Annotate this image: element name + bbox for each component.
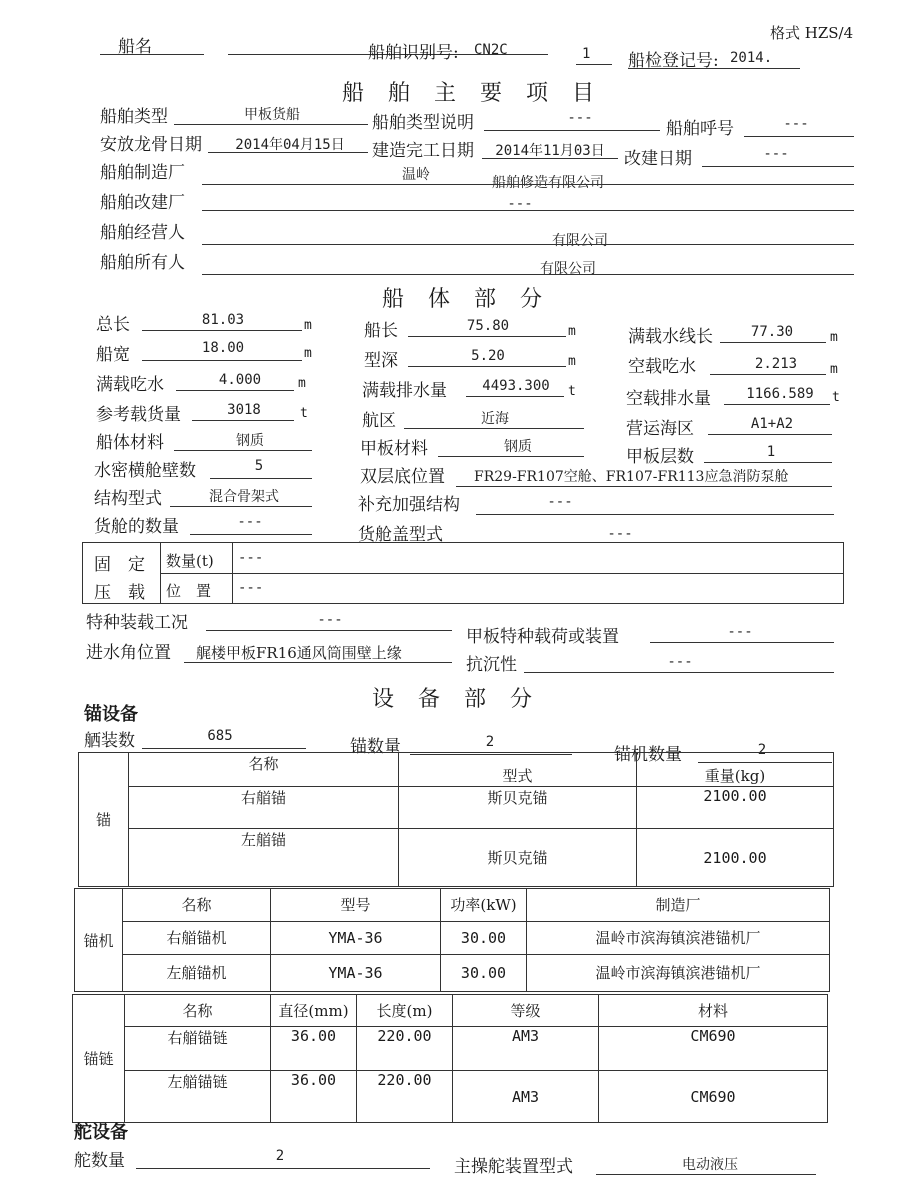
windlass-header-power: 功率(kW): [441, 889, 527, 922]
lbp-unit: m: [568, 324, 576, 339]
full-disp-value: 4493.300: [482, 378, 550, 394]
ship-type-label: 船舶类型: [100, 107, 168, 127]
flood-angle-label: 进水角位置: [86, 643, 171, 663]
ballast-label-2: 压 载: [94, 583, 145, 603]
anchor-count-value: 2: [485, 734, 495, 750]
special-load-value: ---: [317, 612, 343, 628]
windlass-cell: 左艏锚机: [123, 954, 271, 991]
anti-sink-value: ---: [667, 654, 693, 670]
owner-label: 船舶所有人: [100, 253, 185, 273]
anchor-cell: 右艏锚: [129, 787, 399, 829]
windlass-table: [74, 888, 830, 992]
ballast-pos-value: ---: [238, 580, 264, 596]
anchor-header-weight: 重量(kg): [637, 753, 834, 787]
anchor-row-label: 锚: [79, 753, 129, 887]
holds-label: 货舱的数量: [94, 517, 179, 537]
builder-label: 船舶制造厂: [100, 163, 185, 183]
depth-label: 型深: [364, 351, 398, 371]
windlass-cell: 温岭市滨海镇滨港锚机厂: [527, 954, 830, 991]
owner-value: 有限公司: [540, 261, 596, 277]
main-items-title: 船舶主要项目: [342, 81, 619, 106]
hull-title: 船体部分: [382, 287, 567, 312]
steering-label: 主操舵装置型式: [454, 1157, 573, 1177]
depth-unit: m: [568, 354, 576, 369]
full-draft-label: 满载吃水: [96, 375, 164, 395]
light-disp-value: 1166.589: [746, 386, 814, 402]
ship-type-value: 甲板货船: [244, 107, 300, 123]
windlass-header-name: 名称: [123, 889, 271, 922]
chain-cell: 36.00: [271, 1071, 357, 1123]
deck-layers-label: 甲板层数: [626, 447, 694, 467]
hatch-value: ---: [607, 526, 633, 542]
ship-type-desc-value: ---: [567, 110, 593, 126]
rudder-section-title: 舵设备: [74, 1122, 128, 1143]
reinforce-label: 补充加强结构: [358, 495, 460, 515]
table-row: [75, 921, 830, 954]
keel-date-label: 安放龙骨日期: [100, 135, 202, 155]
ship-id-label: 船舶识别号:: [368, 43, 459, 63]
nav-area-value: 近海: [481, 411, 509, 427]
builder-value: 温岭: [402, 167, 430, 183]
chain-cell: 右艏锚链: [125, 1027, 271, 1071]
operator-label: 船舶经营人: [100, 223, 185, 243]
deck-mat-value: 钢质: [504, 439, 532, 455]
depth-value: 5.20: [471, 348, 505, 364]
ship-type-desc-label: 船舶类型说明: [372, 113, 474, 133]
anchor-section-title: 锚设备: [84, 704, 138, 725]
chain-cell: 220.00: [357, 1027, 453, 1071]
chain-header-material: 材料: [599, 995, 828, 1027]
anchor-cell: 2100.00: [637, 787, 834, 829]
call-sign-value: ---: [783, 116, 809, 132]
reinforce-value: ---: [547, 494, 573, 510]
chain-cell: 左艏锚链: [125, 1071, 271, 1123]
rudder-count-value: 2: [275, 1148, 285, 1164]
structure-value: 混合骨架式: [209, 489, 279, 505]
ship-id-value: CN2C: [474, 42, 508, 58]
anchor-cell: 斯贝克锚: [399, 829, 637, 887]
ref-load-unit: t: [300, 406, 308, 421]
chain-cell: CM690: [599, 1027, 828, 1071]
windlass-header-maker: 制造厂: [527, 889, 830, 922]
full-draft-unit: m: [298, 376, 306, 391]
chain-cell: 36.00: [271, 1027, 357, 1071]
hatch-label: 货舱盖型式: [358, 525, 443, 545]
ship-id-suffix: 1: [582, 46, 591, 62]
call-sign-label: 船舶呼号: [666, 119, 734, 139]
deck-layers-value: 1: [766, 444, 776, 460]
light-draft-unit: m: [830, 362, 838, 377]
full-disp-unit: t: [568, 384, 576, 399]
windlass-header-model: 型号: [271, 889, 441, 922]
equipment-title: 设备部分: [372, 687, 557, 712]
light-draft-label: 空载吃水: [628, 357, 696, 377]
holds-value: ---: [237, 514, 263, 530]
rudder-count-label: 舵数量: [74, 1151, 125, 1171]
double-bottom-label: 双层底位置: [360, 467, 445, 487]
lwl-value: 77.30: [750, 324, 794, 340]
outfit-value: 685: [207, 728, 233, 744]
op-area-label: 营运海区: [626, 419, 694, 439]
table-row: [75, 954, 830, 991]
chain-cell: AM3: [453, 1027, 599, 1071]
anchor-cell: 2100.00: [637, 829, 834, 887]
chain-cell: CM690: [599, 1071, 828, 1123]
hull-mat-label: 船体材料: [96, 433, 164, 453]
loa-value: 81.03: [201, 312, 245, 328]
bulkheads-label: 水密横舱壁数: [94, 461, 196, 481]
chain-header-length: 长度(m): [357, 995, 453, 1027]
windlass-cell: 30.00: [441, 921, 527, 954]
ballast-pos-label: 位 置: [166, 582, 212, 600]
operator-value: 有限公司: [552, 233, 608, 249]
ref-load-label: 参考载货量: [96, 405, 181, 425]
rebuild-date-value: ---: [763, 146, 789, 162]
full-disp-label: 满载排水量: [362, 381, 447, 401]
breadth-label: 船宽: [96, 345, 130, 365]
anchor-table: [78, 752, 834, 887]
deck-mat-label: 甲板材料: [360, 439, 428, 459]
steering-value: 电动液压: [682, 1157, 738, 1173]
light-disp-unit: t: [832, 390, 840, 405]
windlass-cell: 30.00: [441, 954, 527, 991]
rebuilder-value: ---: [507, 196, 533, 212]
chain-cell: AM3: [453, 1071, 599, 1123]
table-row: [73, 1027, 828, 1071]
light-disp-label: 空载排水量: [626, 389, 711, 409]
ballast-qty-label: 数量(t): [166, 552, 214, 570]
op-area-value: A1+A2: [750, 416, 794, 432]
build-date-value: 2014年11月03日: [495, 143, 605, 159]
windlass-row-label: 锚机: [75, 889, 123, 992]
deck-special-label: 甲板特种载荷或装置: [466, 627, 619, 647]
ref-load-value: 3018: [227, 402, 261, 418]
bulkheads-value: 5: [254, 458, 264, 474]
reg-no-value: 2014.: [730, 50, 773, 66]
table-row: [79, 829, 834, 887]
windlass-cell: 温岭市滨海镇滨港锚机厂: [527, 921, 830, 954]
chain-table: [72, 994, 828, 1123]
anchor-count-label: 锚数量: [350, 737, 401, 757]
ballast-label-1: 固 定: [94, 555, 145, 575]
windlass-cell: 右艏锚机: [123, 921, 271, 954]
breadth-unit: m: [304, 346, 312, 361]
chain-row-label: 锚链: [73, 995, 125, 1123]
outfit-label: 舾装数: [84, 731, 135, 751]
anchor-cell: 左艏锚: [129, 829, 399, 887]
hull-mat-value: 钢质: [236, 433, 264, 449]
table-row: [73, 1071, 828, 1123]
windlass-count-value: 2: [757, 742, 767, 758]
table-row: [79, 787, 834, 829]
lbp-label: 船长: [364, 321, 398, 341]
anchor-header-type: 型式: [399, 753, 637, 787]
flood-angle-value: 艉楼甲板FR16通风筒围壁上缘: [196, 644, 402, 662]
keel-date-value: 2014年04月15日: [235, 137, 345, 153]
lbp-value: 75.80: [466, 318, 510, 334]
light-draft-value: 2.213: [754, 356, 798, 372]
build-date-label: 建造完工日期: [372, 141, 474, 161]
deck-special-value: ---: [727, 624, 753, 640]
windlass-cell: YMA-36: [271, 954, 441, 991]
breadth-value: 18.00: [201, 340, 245, 356]
rebuilder-label: 船舶改建厂: [100, 193, 185, 213]
ballast-qty-value: ---: [238, 550, 264, 566]
special-load-label: 特种装载工况: [86, 613, 188, 633]
chain-header-dia: 直径(mm): [271, 995, 357, 1027]
rebuild-date-label: 改建日期: [624, 149, 692, 169]
anchor-header-name: 名称: [129, 753, 399, 787]
double-bottom-value: FR29-FR107空舱、FR107-FR113应急消防泵舱: [474, 469, 789, 485]
nav-area-label: 航区: [362, 411, 396, 431]
loa-label: 总长: [96, 315, 130, 335]
chain-header-name: 名称: [125, 995, 271, 1027]
windlass-count-label: 锚机数量: [614, 745, 682, 765]
anchor-cell: 斯贝克锚: [399, 787, 637, 829]
anti-sink-label: 抗沉性: [466, 655, 517, 675]
loa-unit: m: [304, 318, 312, 333]
chain-cell: 220.00: [357, 1071, 453, 1123]
ship-name-label: 船名: [118, 37, 152, 57]
lwl-label: 满载水线长: [628, 327, 713, 347]
windlass-cell: YMA-36: [271, 921, 441, 954]
full-draft-value: 4.000: [218, 372, 262, 388]
reg-no-label: 船检登记号:: [628, 51, 719, 71]
lwl-unit: m: [830, 330, 838, 345]
chain-header-grade: 等级: [453, 995, 599, 1027]
structure-label: 结构型式: [94, 489, 162, 509]
builder-value-2: 船舶修造有限公司: [492, 175, 604, 191]
form-code: 格式 HZS/4: [770, 24, 854, 42]
